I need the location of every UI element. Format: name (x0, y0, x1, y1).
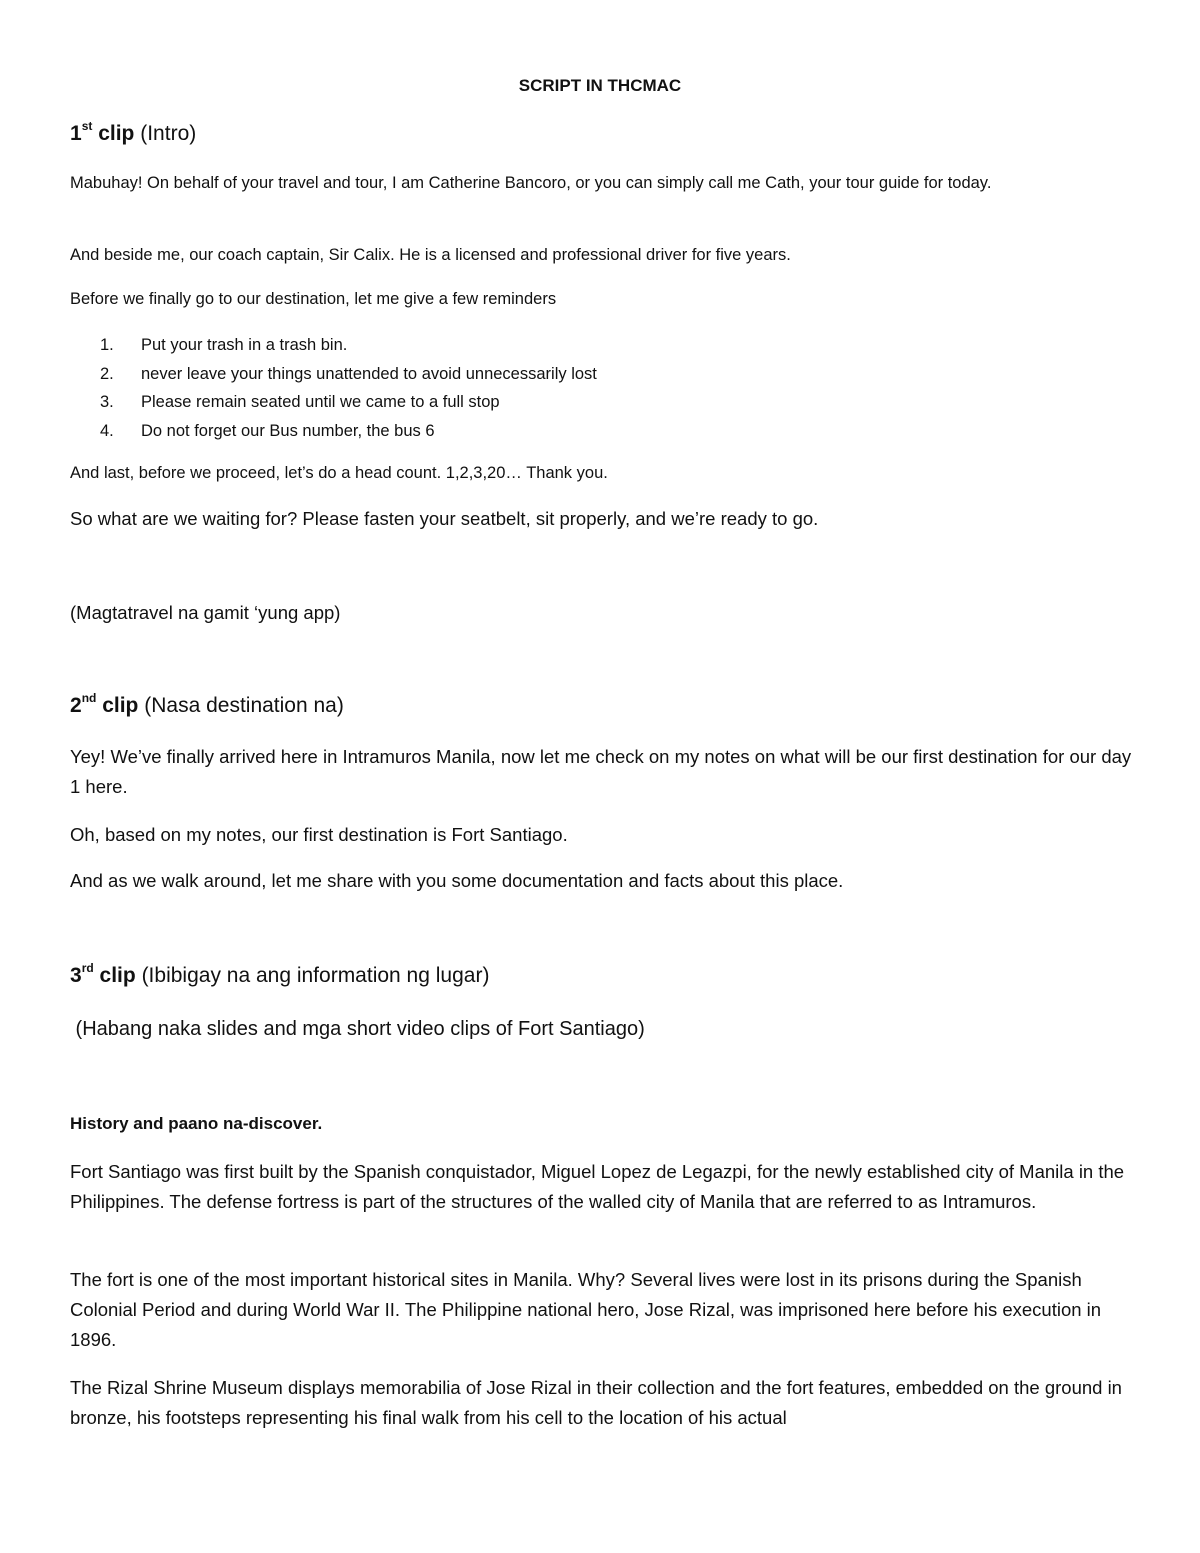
clip1-paragraph-greeting: Mabuhay! On behalf of your travel and tour, I am Catherine Bancoro, or you can simply call me Cath, your tour guide for today. (70, 174, 992, 192)
list-item-text: never leave your things unattended to avoid unnecessarily lost (141, 364, 597, 383)
clip1-ordinal: st (81, 119, 93, 133)
clip1-number: 1 (70, 122, 82, 145)
clip1-paragraph-stage-note: (Magtatravel na gamit ‘yung app) (70, 602, 341, 623)
clip2-ordinal: nd (81, 691, 97, 705)
clip3-paragraph-rizal-shrine: The Rizal Shrine Museum displays memorabilia of Jose Rizal in their collection and the fort features, embedded on the ground in bronze, his footsteps representing his final walk from his cell to the location of his actual (70, 1377, 1122, 1428)
clip1-paragraph-headcount: And last, before we proceed, let’s do a head count. 1,2,3,20… Thank you. (70, 464, 608, 482)
clip3-description: (Ibibigay na ang information ng lugar) (141, 964, 490, 987)
document-title: SCRIPT IN THCMAC (518, 76, 682, 95)
list-item-text: Do not forget our Bus number, the bus 6 (141, 421, 435, 440)
clip1-paragraph-reminders-intro: Before we finally go to our destination, let me give a few reminders (70, 290, 557, 308)
clip1-description: (Intro) (140, 122, 197, 145)
clip3-heading (70, 961, 1135, 988)
clip1-word: clip (98, 122, 135, 145)
clip3-word: clip (99, 964, 136, 987)
clip3-number: 3 (70, 964, 82, 987)
clip2-heading (70, 691, 1135, 718)
list-item (100, 331, 1000, 360)
clip2-number: 2 (70, 694, 82, 717)
list-item-number: 3. (100, 393, 114, 411)
list-item-number: 4. (100, 421, 114, 440)
clip3-paragraph-historical-site: The fort is one of the most important historical sites in Manila. Why? Several lives were lost in its prisons during the Spanish Colonial Period and during World War II. The Philippine national hero, Jose Rizal, was imprisoned here before his execution in 1896. (70, 1269, 1102, 1350)
reminders-list (100, 331, 1000, 445)
clip3-ordinal: rd (81, 961, 94, 975)
clip2-paragraph-arrival: Yey! We’ve finally arrived here in Intramuros Manila, now let me check on my notes on what will be our first destination for our day 1 here. (70, 746, 1132, 797)
clip1-heading (70, 119, 1135, 146)
clip3-paragraph-fort-history: Fort Santiago was first built by the Spanish conquistador, Miguel Lopez de Legazpi, for the newly established city of Manila in the Philippines. The defense fortress is part of the structures of the walled city of Manila that are referred to as Intramuros. (70, 1161, 1125, 1212)
clip1-paragraph-driver: And beside me, our coach captain, Sir Calix. He is a licensed and professional driver for five years. (70, 246, 791, 264)
clip2-word: clip (102, 694, 139, 717)
list-item (100, 388, 1000, 417)
clip2-description: (Nasa destination na) (144, 694, 344, 717)
list-item (100, 417, 1000, 446)
list-item-number: 2. (100, 364, 114, 383)
clip2-paragraph-first-destination: Oh, based on my notes, our first destination is Fort Santiago. (70, 824, 568, 845)
clip2-paragraph-walk-around: And as we walk around, let me share with you some documentation and facts about this place. (70, 870, 844, 891)
section-heading-history: History and paano na-discover. (70, 1114, 323, 1133)
list-item-text: Please remain seated until we came to a full stop (141, 393, 500, 411)
list-item-number: 1. (100, 336, 114, 354)
clip1-paragraph-ready: So what are we waiting for? Please fasten your seatbelt, sit properly, and we’re ready to go. (70, 508, 819, 529)
list-item (100, 360, 1000, 389)
clip3-paragraph-slides-note: (Habang naka slides and mga short video clips of Fort Santiago) (70, 1018, 645, 1040)
list-item-text: Put your trash in a trash bin. (141, 336, 348, 354)
